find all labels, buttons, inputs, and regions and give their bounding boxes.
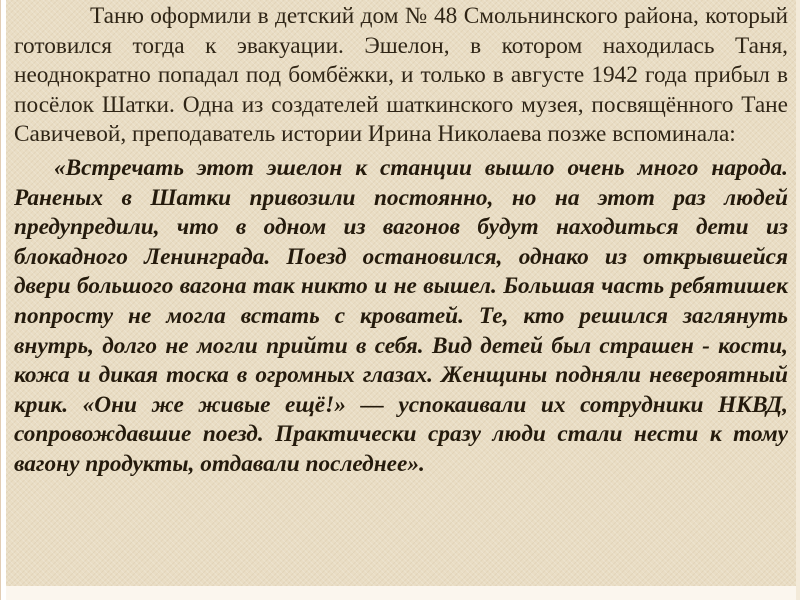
bottom-strip [6,586,796,600]
text-panel [6,0,796,586]
intro-paragraph: Таню оформили в детский дом № 48 Смольнинского района, который готовился тогда к эвакуации. Эшелон, в котором находилась Таня, неоднократно попадал под бомбёжки, и только в августе 1942 года прибыл в посёлок Шатки. Одна из создателей шаткинского музея, посвящённого Тане Савичевой, преподаватель истории Ирина Николаева позже вспоминала: [14,3,788,148]
quote-paragraph: «Встречать этот эшелон к станции вышло очень много народа. Раненых в Шатки привозили постоянно, но на этот раз людей предупредили, что в одном из вагонов будут находиться дети из блокадного Ленинграда. Поезд остановился, однако из открывшейся двери большого вагона так никто и не вышел. Большая часть ребятишек попросту не могла встать с кроватей. Те, кто решился заглянуть внутрь, долго не могли прийти в себя. Вид детей был страшен - кости, кожа и дикая тоска в огромных глазах. Женщины подняли невероятный крик. «Они же живые ещё!» — успокаивали их сотрудники НКВД, сопровождавшие поезд. Практически сразу люди стали нести к тому вагону продукты, отдавали последнее». [14,154,788,477]
